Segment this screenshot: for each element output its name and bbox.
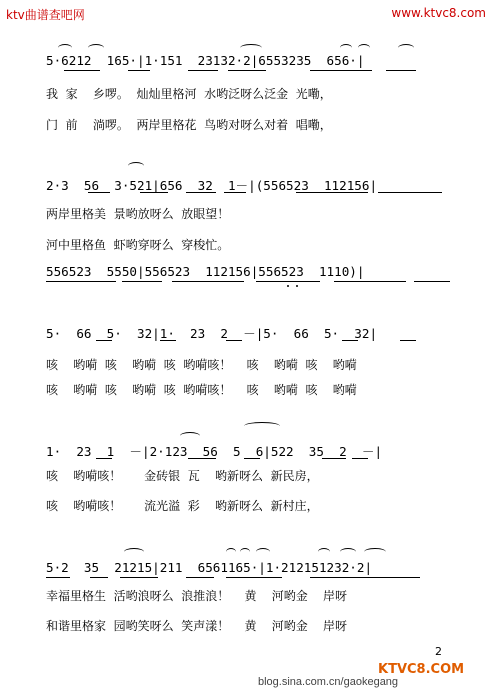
- slur-mark: [340, 548, 356, 556]
- beam-underline: [322, 458, 346, 459]
- slur-mark: [124, 548, 144, 556]
- beam-underline: [228, 70, 266, 71]
- beam-underline: [186, 192, 216, 193]
- site-title: ktv曲谱查吧网: [6, 8, 85, 22]
- beam-underline: [224, 192, 246, 193]
- slur-mark: [318, 548, 330, 556]
- slur-mark: [364, 548, 386, 556]
- beam-underline: [96, 340, 112, 341]
- ktvc8-logo: KTVC8.COM: [378, 662, 465, 677]
- beam-underline: [310, 577, 420, 578]
- beam-underline: [96, 458, 112, 459]
- lyric-line: 幸福里格生 活哟浪呀么 浪推浪！ 黄 河哟金 岸呀: [46, 589, 348, 603]
- beam-underline: [400, 340, 416, 341]
- beam-underline: [226, 340, 242, 341]
- beam-underline: [172, 281, 244, 282]
- blog-watermark: blog.sina.com.cn/gaokegang: [258, 676, 399, 688]
- beam-underline: [256, 281, 320, 282]
- octave-dot: [296, 285, 298, 287]
- lyric-line: 咳 哟嗬咳！ 流光溢 彩 哟新呀么 新村庄，: [46, 499, 319, 513]
- lyric-line: 门 前 淌啰。 两岸里格花 鸟哟对呀么对着 唱嘞，: [46, 118, 332, 132]
- beam-underline: [188, 458, 216, 459]
- beam-underline: [46, 577, 70, 578]
- octave-dot: [287, 285, 289, 287]
- beam-underline: [90, 577, 108, 578]
- beam-underline: [64, 70, 100, 71]
- beam-underline: [352, 458, 368, 459]
- score-line-2: 2·3 56 3·521|656 32 1－|(556523 112156|: [46, 178, 378, 193]
- beam-underline: [122, 281, 162, 282]
- beam-underline: [120, 577, 158, 578]
- slur-mark: [340, 44, 352, 52]
- lyric-line: 和谐里格家 园哟笑呀么 笑声漾！ 黄 河哟金 岸呀: [46, 619, 348, 633]
- lyric-line: 河中里格鱼 虾哟穿呀么 穿梭忙。: [46, 238, 230, 252]
- slur-mark: [244, 422, 280, 430]
- beam-underline: [140, 192, 168, 193]
- beam-underline: [46, 281, 116, 282]
- lyric-line: 我 家 乡啰。 灿灿里格河 水哟泛呀么泛金 光嘞，: [46, 87, 332, 101]
- slur-mark: [226, 548, 236, 556]
- lyric-line: 咳 哟嗬咳！ 金砖银 瓦 哟新呀么 新民房，: [46, 469, 319, 483]
- score-line-6: 5·2 35 21215|211 6561165·|1·212151232·2|: [46, 560, 373, 575]
- beam-underline: [244, 458, 260, 459]
- page-number: 2: [435, 645, 442, 658]
- beam-underline: [334, 281, 406, 282]
- beam-underline: [160, 340, 176, 341]
- lyric-line: 两岸里格美 景哟放呀么 放眼望！: [46, 207, 230, 221]
- beam-underline: [386, 70, 416, 71]
- score-line-5: 1· 23 1 －|2·123 56 5 6|522 35 2 －|: [46, 444, 383, 459]
- lyric-line: 咳 哟嗬 咳 哟嗬 咳 哟嗬咳！ 咳 哟嗬 咳 哟嗬: [46, 383, 357, 397]
- score-line-3: 556523 5550|556523 112156|556523 1110)|: [46, 264, 365, 279]
- slur-mark: [58, 44, 72, 52]
- beam-underline: [128, 70, 150, 71]
- slur-mark: [358, 44, 370, 52]
- beam-underline: [342, 340, 358, 341]
- site-url: www.ktvc8.com: [391, 6, 486, 20]
- beam-underline: [296, 192, 368, 193]
- beam-underline: [188, 70, 218, 71]
- beam-underline: [226, 577, 282, 578]
- score-line-1: 5·6212 165·|1·151 23132·2|6553235 656·|: [46, 53, 365, 68]
- score-line-4: 5· 66 5· 32|1· 23 2 －|5· 66 5· 32|: [46, 326, 378, 341]
- beam-underline: [88, 192, 110, 193]
- slur-mark: [240, 44, 262, 52]
- beam-underline: [414, 281, 450, 282]
- slur-mark: [398, 44, 414, 52]
- beam-underline: [186, 577, 214, 578]
- beam-underline: [378, 192, 442, 193]
- lyric-line: 咳 哟嗬 咳 哟嗬 咳 哟嗬咳！ 咳 哟嗬 咳 哟嗬: [46, 358, 357, 372]
- slur-mark: [88, 44, 104, 52]
- slur-mark: [256, 548, 270, 556]
- slur-mark: [180, 432, 200, 440]
- slur-mark: [240, 548, 250, 556]
- slur-mark: [128, 162, 144, 170]
- beam-underline: [310, 70, 372, 71]
